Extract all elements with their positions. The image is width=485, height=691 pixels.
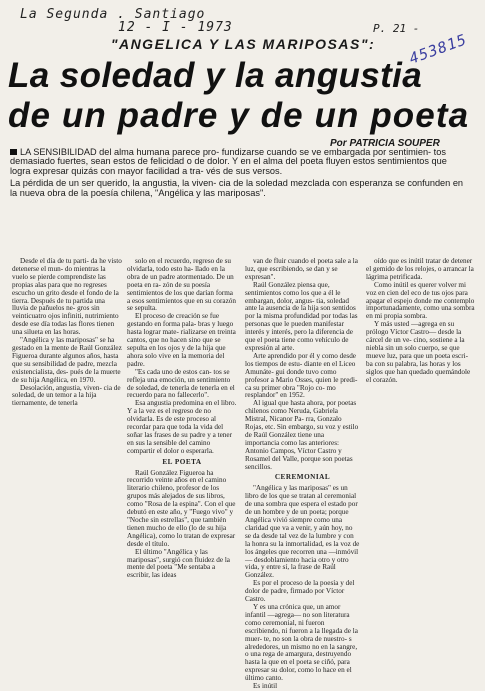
lead-paragraph-1 [10,148,468,176]
byline: Por PATRICIA SOUPER [330,138,440,149]
article-kicker: "ANGELICA Y LAS MARIPOSAS": [110,36,376,52]
column-paragraph: oído que es inútil tratar de detener el gemido de los relojes, o arrancar la lágrima petrificada. [366,257,474,281]
body-column-1 [12,258,122,408]
body-column-2 [127,258,237,580]
column-paragraph: Raúl González Figueroa ha recorrido veinte años en el camino literario chileno, profesor de los grupos más alejados de sus libros, como "Rosa de la espina". Con el que debutó en este año, y "Fuego vivo" y "Noche sin estrellas", que también tienen mucho de ello (lo de su hija Angélica), como lo tratan de expresar desde el título. [127,468,236,548]
column-paragraph: Y más usted —agrega en su prólogo Víctor Castro— desde la cárcel de un ve- cino, sostiene a la niebla sin un solo cuerpo, se que mueve luz, para que un poeta escri- ba con su palabra, las horas y los siglos que han quedado quemándole el corazón. [366,320,471,384]
column-paragraph: Esa angustia predomina en el libro. Y a la vez es el regreso de no olvidarla. Es de este proceso al recordar para que toda la vida del soñar las frases de su padre y a tener en sus la sensible del camino compartir el dolor o esperarla. [127,399,237,455]
lead-paragraphs [10,148,468,201]
body-column-3 [245,258,360,691]
column-paragraph: solo en el recuerdo, regreso de su olvidarla, todo esto ha- llado en la obra de un padre atormentado. De un poeta en ra- zón de su poesía sentimientos de los que darían forma a esos sentimientos que en su corazón se sepulta. [127,257,236,313]
subhead-ceremonial: CEREMONIAL [274,473,331,482]
paragraph-marker-icon [10,149,17,155]
handwritten-archive-code: 453815 [406,30,470,68]
handwritten-date: 12 - I - 1973 [118,20,233,35]
column-paragraph: Es inútil [253,682,278,691]
lead-paragraph-1-text: LA SENSIBILIDAD del alma humana parece pro- fundizarse cuando se ve embargada por sentimien- tos demasiado fuertes, sean estos de felicidad o de dolor. Y en el alma del poeta fluyen estos sentimientos que logra expresar quizás con mayor facilidad a tra- vés de sus versos. [10,147,447,176]
column-paragraph: Raúl González piensa que, sentimientos como los que a él le embargan, dolor, angus- tia, soledad ante la ausencia de la hija son sentidos por la misma profundidad por todas las personas que le pueden manifestar interés y interés, pero la diferencia de que el poeta tiene como vehículo de expresión al arte. [245,280,358,352]
column-paragraph: Y es una crónica que, un amor infantil —agrega— no son literatura como ceremonial, ni fueron escribiendo, ni fueron a la llegada de la muer- te, no son la obra de nuestro- s alrededores, un mismo no en la sangre, o una rega de amargura, destruyendo hasta la que en el poeta se ciñó, para expresar su dolor, como lo hace en el último canto. [245,602,358,683]
headline-line-2: de un padre y de un poeta [8,96,470,135]
column-paragraph: "Angélica y las mariposas" se ha gestado en la mente de Raúl González Figueroa durante algunos años, hasta que su sensibilidad de padre, mezcla existencialista, des- pués de la muerte de su hija Angélica, en 1970. [12,336,122,384]
column-paragraph: "Es cada uno de estos can- tos se refleja una emoción, un sentimiento de soledad, de tenerla de tenerla en el recuerdo para no fallecerlo". [127,367,235,400]
column-paragraph: van de fluir cuando el poeta sale a la luz, que escribiendo, se dan y se expresan". [245,257,358,281]
column-paragraph: Desolación, angustia, viven- cia de soledad, de un temor a la hija tiernamente, de tenerla [12,383,121,408]
column-paragraph: El proceso de creación se fue gestando en forma pala- bras y luego hasta lograr mate- rializarse en treinta cantos, que no hacen sino que se sepulta en los ojos y de la hija que ahora solo vive en la memoria del padre. [127,312,236,368]
column-paragraph: Al igual que hasta ahora, por poetas chilenos como Neruda, Gabriela Mistral, Nicanor Pa- rra, Gonzalo Rojas, etc. Sin embargo, su voz y estilo de Raúl González tiene una importancia como las anteriores: Antonio Campos, Víctor Castro y Rosamel del Valle, porque son poetas sencillos. [245,399,359,471]
column-paragraph: Desde el día de tu parti- da he visto detenerse el mun- do mientras la vuelo se pierde comprendiste las propias alas para que no regreses escucho un grito desde el fondo de la tierra. Después de tu partida una lluvia de pañuelos ne- gros sin veinticuatro ojos infiniti, nutrimiento desde ese día todas las flores tienen una silueta en las horas. [12,257,122,337]
column-paragraph: Como inútil es querer volver mi voz en cien del eco de tus ojos para apagar el espejo donde me contemplo importunadamente, como una sombra en mi propia sombra. [366,280,475,321]
body-column-4 [366,258,476,385]
subhead-el-poeta: EL POETA [162,457,202,466]
handwritten-newspaper-name: La Segunda . Santiago [20,7,206,22]
column-paragraph: Es por el proceso de la poesía y del dolor de padre, firmado por Víctor Castro. [245,579,355,604]
handwritten-page-number: P. 21 - [373,22,420,35]
column-paragraph: El último "Angélica y las mariposas", surgió con fluidez de la mente del poeta "Me sentaba a escribir, las ideas [127,547,231,580]
column-paragraph: "Angélica y las mariposas" es un libro de los que se tratan al ceremonial de una sombra que espera el estado por de un hombre y de un poeta; porque Angélica vivió siempre como una claridad que va a venir, y aún hoy, no se da desde tal vez de la lumbre y con la honra su la inmortalidad, es la voz de los ángeles que recorren una —inmóvil— desdoblamiento hacia otro y otro vida, y entre sí, la frase de Raúl González. [245,484,360,580]
column-paragraph: Arte aprendido por él y como desde los tiempos de estu- diante en el Liceo Amunáte- gui donde tuvo como profesor a Mario Osses, quien le predi- ca su primer obra "Rojo co- mo resplandor" en 1952. [245,351,358,400]
headline-line-1: La soledad y la angustia [8,56,423,95]
lead-paragraph-2: La pérdida de un ser querido, la angustia, la viven- cia de la soledad mezclada con esperanza se confunden en la nueva obra de la poesía chilena, "Angélica y las mariposas". [10,178,464,198]
